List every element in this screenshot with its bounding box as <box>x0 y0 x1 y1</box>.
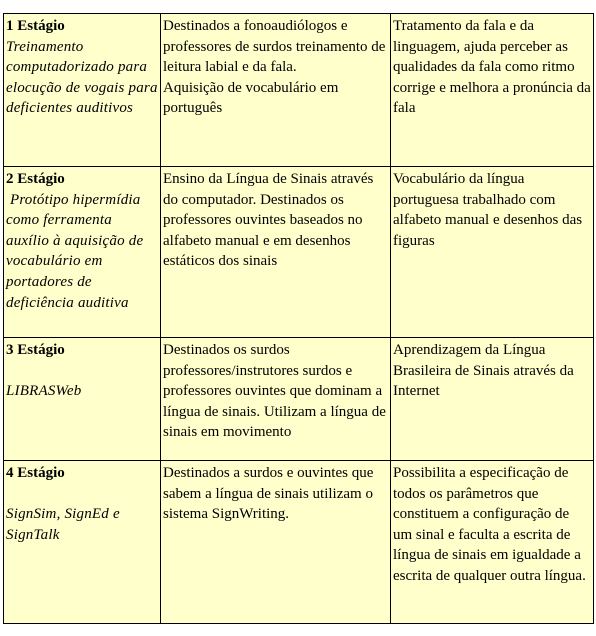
table-row <box>4 167 594 338</box>
audience-cell <box>161 461 391 624</box>
audience-cell <box>161 167 391 338</box>
stage-label: 3 Estágio <box>6 342 65 358</box>
stage-cell <box>4 461 161 624</box>
audience-text: Destinados a surdos e ouvintes que sabem a língua de sinais utilizam o sistema SignWriting. <box>163 465 374 523</box>
stage-cell <box>4 14 161 167</box>
description-cell <box>391 14 594 167</box>
spacer <box>6 484 158 505</box>
stage-label: 1 Estágio <box>6 18 65 34</box>
audience-text: Destinados a fonoaudiólogos e professores de surdos treinamento de leitura labial e da fala. Aquisição de vocabulário em português <box>163 18 386 117</box>
description-text: Aprendizagem da Língua Brasileira de Sinais através da Internet <box>393 342 574 400</box>
spacer <box>6 361 158 382</box>
stage-title: LIBRASWeb <box>6 383 82 400</box>
description-cell <box>391 461 594 624</box>
table-row <box>4 461 594 624</box>
description-text: Tratamento da fala e da linguagem, ajuda perceber as qualidades da fala como ritmo corrige e melhora a pronúncia da fala <box>393 18 591 117</box>
description-text: Vocabulário da língua portuguesa trabalhado com alfabeto manual e desenhos das figuras <box>393 171 583 249</box>
stage-cell <box>4 338 161 461</box>
stage-label: 4 Estágio <box>6 465 65 481</box>
audience-text: Destinados os surdos professores/instrutores surdos e professores ouvintes que dominam a língua de sinais. Utilizam a língua de sinais em movimento <box>163 342 386 441</box>
description-text: Possibilita a especificação de todos os parâmetros que constituem a configuração de um sinal e faculta a escrita de língua de sinais em igualdade a escrita de qualquer outra língua. <box>393 465 586 584</box>
audience-cell <box>161 338 391 461</box>
audience-text: Ensino da Língua de Sinais através do computador. Destinados os professores ouvintes baseados no alfabeto manual e em desenhos estáticos dos sinais <box>163 171 374 270</box>
stage-cell <box>4 167 161 338</box>
stage-title: SignSim, SignEd e SignTalk <box>6 506 120 543</box>
audience-cell <box>161 14 391 167</box>
stage-title: Treinamento computadorizado para elocução de vogais para deficientes auditivos <box>6 38 158 117</box>
stage-label: 2 Estágio <box>6 171 65 187</box>
table-row <box>4 14 594 167</box>
description-cell <box>391 167 594 338</box>
description-cell <box>391 338 594 461</box>
stages-table <box>3 13 594 624</box>
table-row <box>4 338 594 461</box>
stage-title: Protótipo hipermídia como ferramenta auxílio à aquisição de vocabulário em portadores de deficiência auditiva <box>6 191 148 311</box>
